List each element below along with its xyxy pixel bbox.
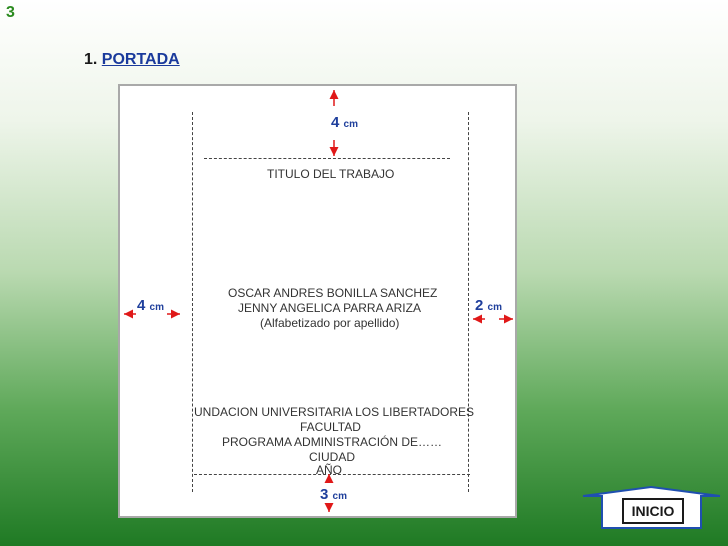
section-number: 1. [84, 51, 98, 68]
portada-link[interactable]: PORTADA [101, 51, 180, 68]
author-2: JENNY ANGELICA PARRA ARIZA [238, 301, 421, 315]
institution-name: UNDACION UNIVERSITARIA LOS LIBERTADORES [194, 405, 475, 419]
slide-number: 3 [6, 4, 15, 21]
right-margin-measure: 2 cm [475, 297, 502, 314]
work-title: TITULO DEL TRABAJO [267, 167, 395, 181]
year-label: AÑO [316, 463, 343, 477]
author-1: OSCAR ANDRES BONILLA SANCHEZ [228, 286, 438, 300]
program-label: PROGRAMA ADMINISTRACIÓN DE…… [222, 435, 443, 449]
authors-note: (Alfabetizado por apellido) [260, 316, 400, 330]
inicio-button[interactable]: INICIO [622, 498, 684, 524]
bottom-margin-measure: 3 cm [320, 486, 347, 503]
faculty-label: FACULTAD [300, 420, 361, 434]
left-margin-measure: 4 cm [137, 297, 164, 314]
city-label: CIUDAD [309, 450, 356, 464]
top-margin-measure: 4 cm [331, 114, 358, 131]
